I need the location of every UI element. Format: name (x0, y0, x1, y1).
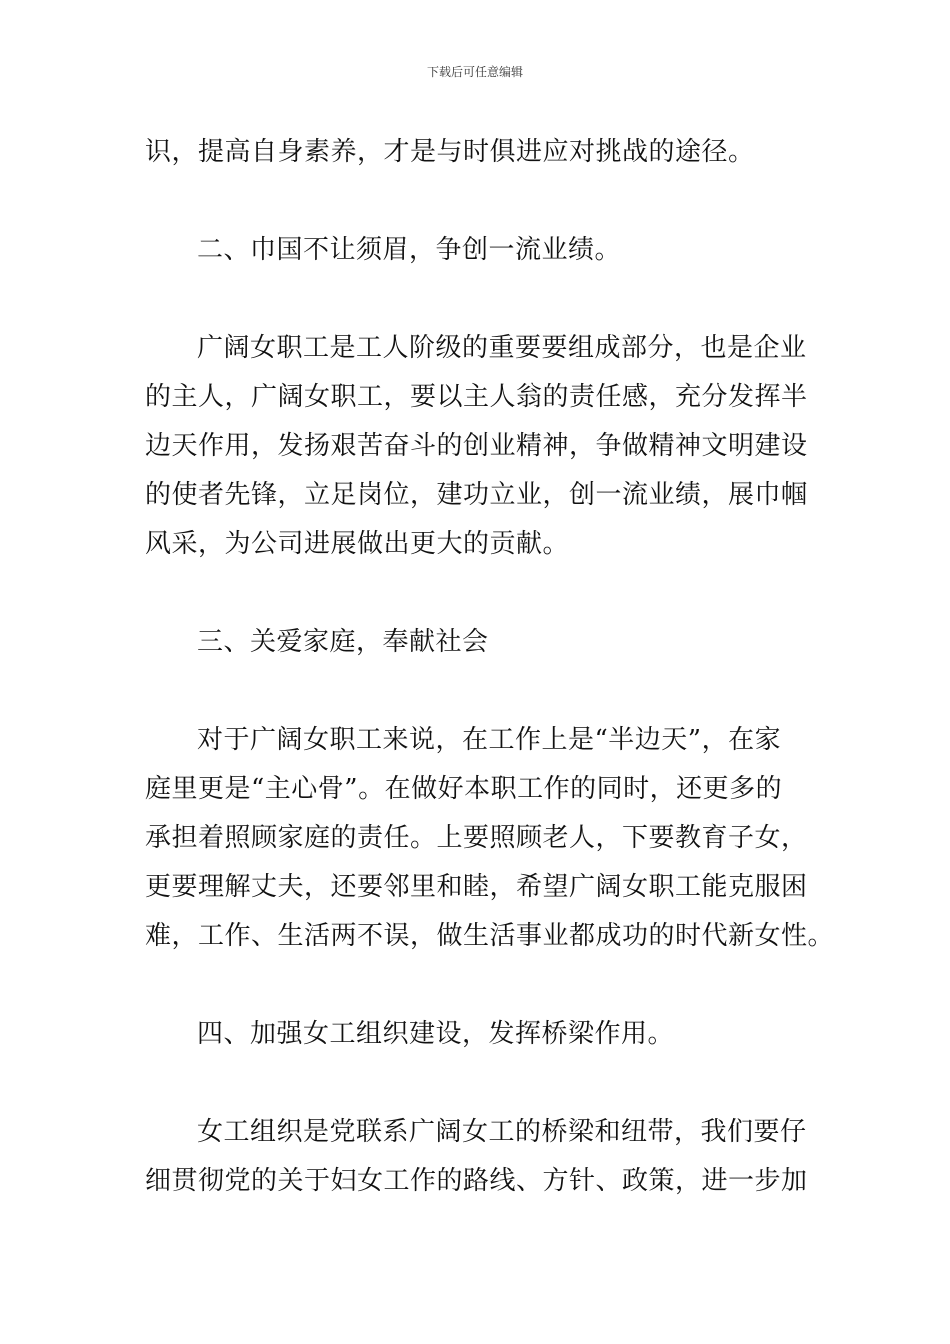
heading-section-2 (145, 226, 810, 275)
section-heading: 二、巾国不让须眉，争创一流业绩。 (197, 235, 622, 265)
text-line: 的主人，广阔女职工，要以主人翁的责任感，充分发挥半 (145, 382, 808, 412)
text-line: 细贯彻党的关于妇女工作的路线、方针、政策，进一步加 (145, 1166, 808, 1196)
text-line: 对于广阔女职工来说，在工作上是“半边天”，在家 (197, 725, 782, 755)
text-line: 边天作用，发扬艰苦奋斗的创业精神，争做精神文明建设 (145, 431, 808, 461)
paragraph-section-3 (145, 716, 835, 961)
text-line: 庭里更是“主心骨”。在做好本职工作的同时，还更多的 (145, 774, 783, 804)
text-line: 的使者先锋，立足岗位，建功立业，创一流业绩，展巾帼 (145, 480, 808, 510)
paragraph-section-2 (145, 324, 810, 569)
text-line: 识，提高自身素养，才是与时俱进应对挑战的途径。 (145, 137, 755, 167)
text-line: 更要理解丈夫，还要邻里和睦，希望广阔女职工能克服困 (145, 872, 808, 902)
paragraph-section-4 (145, 1108, 810, 1206)
section-heading: 三、关爱家庭，奉献社会 (197, 627, 489, 657)
text-line: 承担着照顾家庭的责任。上要照顾老人，下要教育子女， (145, 823, 808, 853)
text-line: 难，工作、生活两不误，做生活事业都成功的时代新女性。 (145, 921, 835, 951)
text-line: 风采，为公司进展做出更大的贡献。 (145, 529, 570, 559)
section-heading: 四、加强女工组织建设，发挥桥梁作用。 (197, 1019, 675, 1049)
text-line: 广阔女职工是工人阶级的重要要组成部分，也是企业 (197, 333, 807, 363)
heading-section-3 (145, 618, 810, 667)
heading-section-4 (145, 1010, 810, 1059)
document-body (145, 128, 835, 1206)
page-header-note: 下载后可任意编辑 (426, 65, 523, 79)
text-line: 女工组织是党联系广阔女工的桥梁和纽带，我们要仔 (197, 1117, 807, 1147)
paragraph-intro (145, 128, 810, 177)
